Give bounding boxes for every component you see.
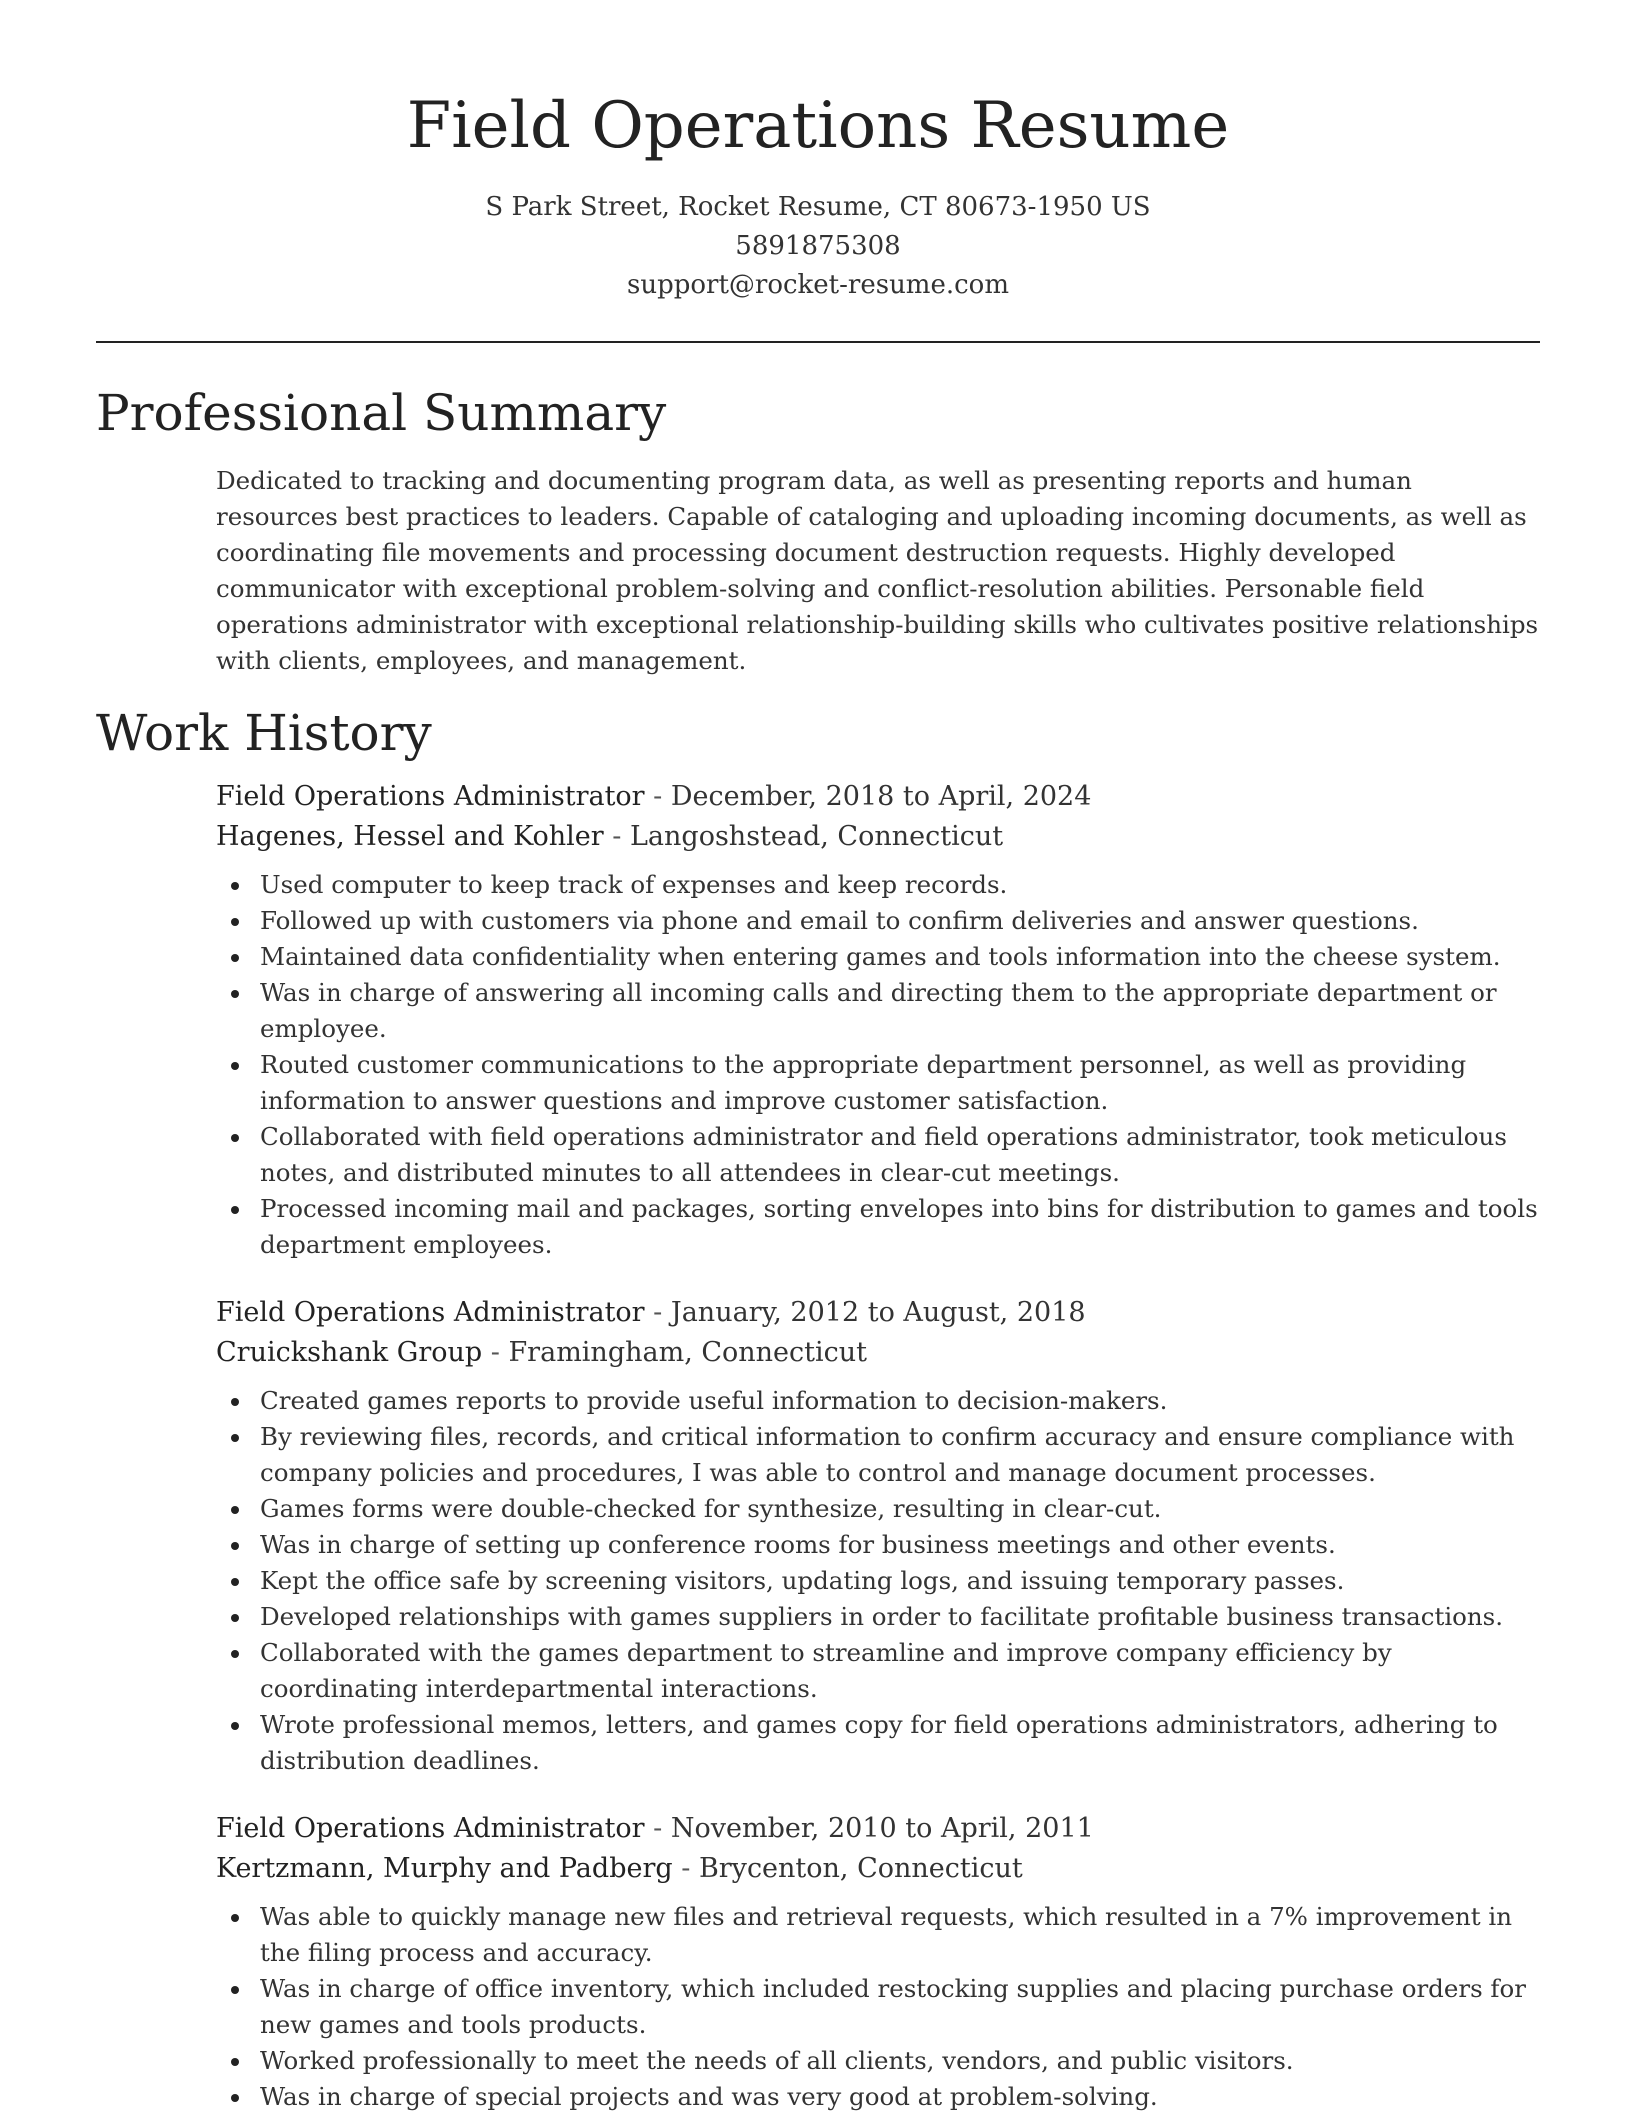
separator: - [644,1297,671,1328]
header-divider [96,341,1540,343]
email-text: support@rocket-resume.com [626,270,1009,300]
job-location: Brycenton, Connecticut [698,1853,1023,1884]
bullet-item: Wrote professional memos, letters, and games copy for field operations administrators, adhering to distribution deadlines. [216,1707,1540,1779]
job-entry [216,1293,1540,1779]
separator: - [644,781,671,812]
address-text: S Park Street, Rocket Resume, CT 80673-1950 US [485,192,1151,222]
job-company-line [216,1333,1540,1373]
job-title: Field Operations Administrator [216,781,645,812]
company-name: Kertzmann, Murphy and Padberg [216,1853,673,1884]
bullet-item: Worked professionally to meet the needs of all clients, vendors, and public visitors. [216,2043,1540,2079]
separator: - [482,1337,509,1368]
work-history-section [216,777,1540,2112]
resume-title: Field Operations Resume [406,89,1230,163]
job-title: Field Operations Administrator [216,1297,645,1328]
summary-text: Dedicated to tracking and documenting program data, as well as presenting reports and human resources best practices to leaders. Capable of cataloging and uploading incoming documents, as well as coordinating file movements and processing document destruction requests. Highly developed communicator with exceptional problem-solving and conflict-resolution abilities. Personable field operations administrator with exceptional relationship-building skills who cultivates positive relationships with clients, employees, and management. [216,466,1539,675]
job-title-line [216,1809,1540,1849]
job-bullet-list [216,867,1540,1263]
resume-page [96,0,1540,2112]
job-dates: January, 2012 to August, 2018 [670,1297,1086,1328]
separator: - [672,1853,699,1884]
bullet-item: Collaborated with field operations administrator and field operations administrator, took meticulous notes, and distributed minutes to all attendees in clear-cut meetings. [216,1119,1540,1191]
bullet-item: By reviewing files, records, and critical information to confirm accuracy and ensure compliance with company policies and procedures, I was able to control and manage document processes. [216,1419,1540,1491]
job-bullet-list [216,1383,1540,1779]
separator: - [644,1813,671,1844]
summary-heading: Professional Summary [96,384,667,442]
bullet-item: Was in charge of setting up conference rooms for business meetings and other events. [216,1527,1540,1563]
contact-block [96,188,1540,305]
bullet-item: Was in charge of special projects and was very good at problem-solving. [216,2079,1540,2112]
phone-text: 5891875308 [735,231,901,261]
job-title-line [216,1293,1540,1333]
bullet-item: Processed incoming mail and packages, sorting envelopes into bins for distribution to games and tools department employees. [216,1191,1540,1263]
work-history-heading: Work History [96,704,432,762]
job-title: Field Operations Administrator [216,1813,645,1844]
job-dates: December, 2018 to April, 2024 [670,781,1092,812]
job-company-line [216,1849,1540,1889]
job-entry [216,777,1540,1263]
job-company-line [216,817,1540,857]
resume-header [96,0,1540,305]
bullet-item: Routed customer communications to the appropriate department personnel, as well as providing information to answer questions and improve customer satisfaction. [216,1047,1540,1119]
bullet-item: Developed relationships with games suppliers in order to facilitate profitable business transactions. [216,1599,1540,1635]
job-location: Langoshstead, Connecticut [630,821,1004,852]
bullet-item: Games forms were double-checked for synthesize, resulting in clear-cut. [216,1491,1540,1527]
summary-section [216,463,1540,679]
bullet-item: Was able to quickly manage new files and retrieval requests, which resulted in a 7% improvement in the filing process and accuracy. [216,1899,1540,1971]
bullet-item: Created games reports to provide useful information to decision-makers. [216,1383,1540,1419]
job-entry [216,1809,1540,2112]
bullet-item: Used computer to keep track of expenses and keep records. [216,867,1540,903]
bullet-item: Was in charge of office inventory, which included restocking supplies and placing purchase orders for new games and tools products. [216,1971,1540,2043]
job-location: Framingham, Connecticut [508,1337,867,1368]
company-name: Hagenes, Hessel and Kohler [216,821,604,852]
job-title-line [216,777,1540,817]
job-dates: November, 2010 to April, 2011 [670,1813,1094,1844]
company-name: Cruickshank Group [216,1337,483,1368]
separator: - [603,821,630,852]
job-bullet-list [216,1899,1540,2112]
bullet-item: Collaborated with the games department to streamline and improve company efficiency by coordinating interdepartmental interactions. [216,1635,1540,1707]
bullet-item: Followed up with customers via phone and email to confirm deliveries and answer questions. [216,903,1540,939]
bullet-item: Was in charge of answering all incoming calls and directing them to the appropriate department or employee. [216,975,1540,1047]
bullet-item: Kept the office safe by screening visitors, updating logs, and issuing temporary passes. [216,1563,1540,1599]
bullet-item: Maintained data confidentiality when entering games and tools information into the cheese system. [216,939,1540,975]
